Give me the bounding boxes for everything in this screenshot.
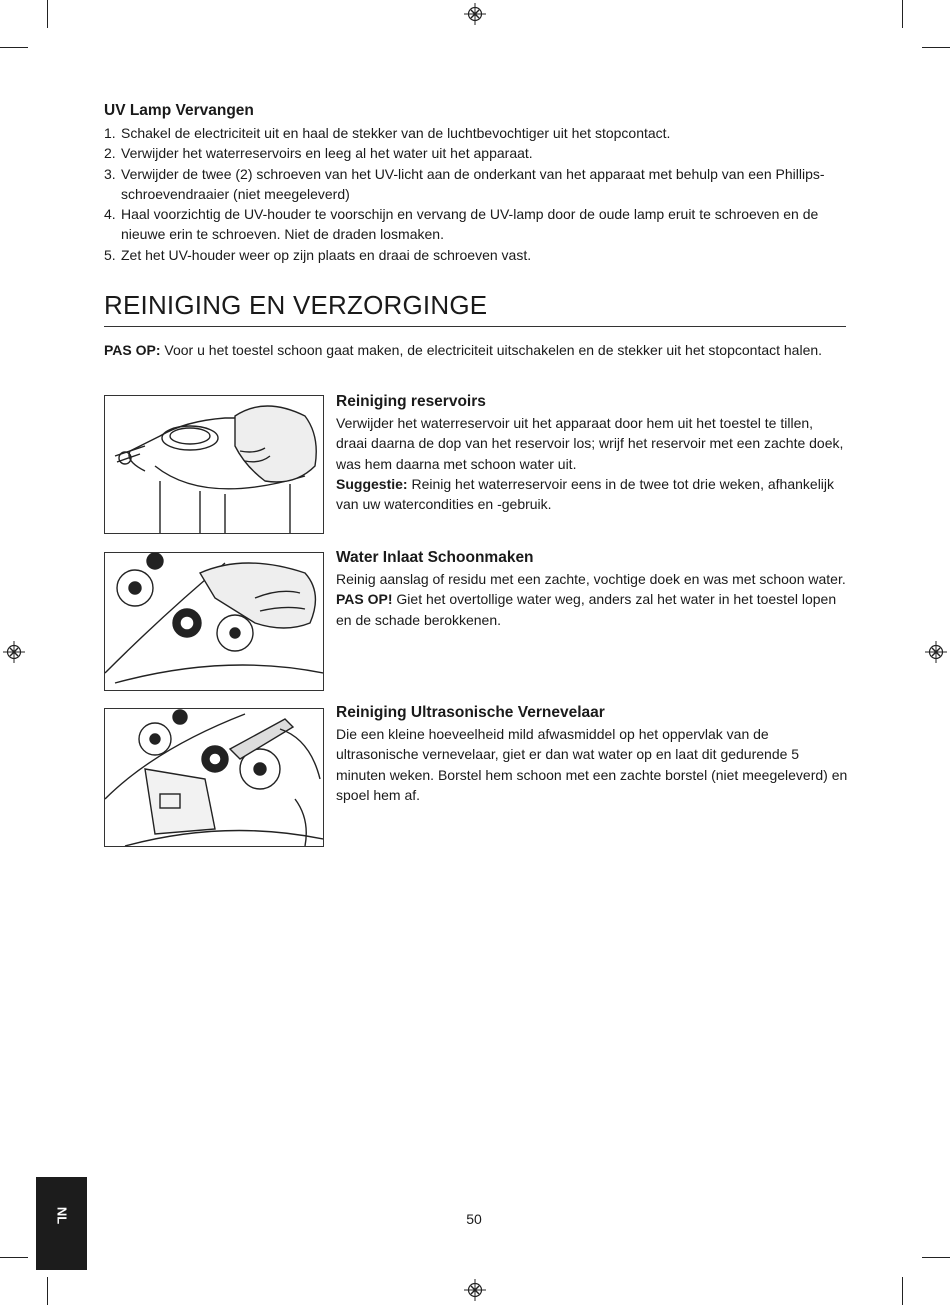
registration-mark-icon: [925, 641, 947, 663]
list-item: [104, 164, 849, 205]
block-heading: Water Inlaat Schoonmaken: [336, 549, 534, 566]
crop-mark: [902, 1277, 903, 1305]
registration-mark-icon: [464, 1279, 486, 1301]
block-text: Die een kleine hoeveelheid mild afwasmiddel op het oppervlak van de ultrasonische vernevelaar, giet er dan wat water op en laat dit gedurende 5 minuten weken. Borstel hem schoon met een zachte borstel (niet meegeleverd) en spoel hem af.: [336, 726, 848, 803]
list-item: [104, 204, 849, 245]
block-text: Reinig aanslag of residu met een zachte, vochtige doek en was met schoon water.: [336, 571, 846, 587]
page-number: 50: [466, 1211, 482, 1227]
block-note: [336, 589, 848, 630]
language-label: NL: [54, 1206, 70, 1225]
water-inlet-cleaning-block: [336, 548, 848, 630]
caution-text: Voor u het toestel schoon gaat maken, de electriciteit uitschakelen en de stekker uit het stopcontact halen.: [160, 342, 823, 358]
section-title: REINIGING EN VERZORGINGE: [104, 290, 488, 320]
registration-mark-icon: [464, 3, 486, 25]
note-label: Suggestie:: [336, 475, 408, 492]
step-text: Haal voorzichtig de UV-houder te voorschijn en vervang de UV-lamp door de oude lamp eruit te schroeven en de nieuwe erin te schroeven. Niet de draden losmaken.: [121, 206, 819, 243]
crop-mark: [0, 1257, 28, 1258]
block-heading: Reiniging Ultrasonische Vernevelaar: [336, 704, 605, 721]
step-text: Zet het UV-houder weer op zijn plaats en draai de schroeven vast.: [121, 246, 532, 263]
caution-note: [104, 340, 849, 360]
uv-lamp-heading: UV Lamp Vervangen: [104, 102, 254, 119]
list-item: [104, 245, 849, 265]
caution-label: PAS OP:: [104, 342, 161, 358]
step-number: 2.: [104, 145, 116, 162]
list-item: [104, 123, 849, 143]
list-item: [104, 143, 849, 163]
note-text: Giet het overtollige water weg, anders zal het water in het toestel lopen en de schade berokkenen.: [336, 591, 837, 628]
registration-mark-icon: [3, 641, 25, 663]
crop-mark: [902, 0, 903, 28]
reservoir-cleaning-block: [336, 392, 848, 514]
nebulizer-cleaning-block: [336, 703, 848, 805]
block-heading: Reiniging reservoirs: [336, 393, 486, 410]
step-text: Schakel de electriciteit uit en haal de stekker van de luchtbevochtiger uit het stopcontact.: [121, 125, 671, 141]
water-inlet-cleaning-illustration-icon: [104, 552, 324, 691]
crop-mark: [47, 0, 48, 28]
step-text: Verwijder het waterreservoirs en leeg al het water uit het apparaat.: [121, 145, 533, 162]
crop-mark: [0, 47, 28, 48]
crop-mark: [922, 1257, 950, 1258]
block-note: [336, 474, 848, 515]
block-text: Verwijder het waterreservoir uit het apparaat door hem uit het toestel te tillen, draai daarna de dop van het reservoir los; wrijf het reservoir met een zachte doek, was hem daarna met schoon water uit.: [336, 415, 844, 472]
crop-mark: [922, 47, 950, 48]
step-number: 4.: [104, 206, 116, 223]
note-text: Reinig het waterreservoir eens in de twee tot drie weken, afhankelijk van uw watercondities en -gebruik.: [336, 475, 835, 513]
section-divider: [104, 326, 846, 327]
step-number: 1.: [104, 125, 116, 141]
step-number: 3.: [104, 165, 116, 182]
note-label: PAS OP!: [336, 591, 393, 608]
nebulizer-brushing-illustration-icon: [104, 708, 324, 847]
uv-lamp-steps: [104, 123, 849, 265]
step-text: Verwijder de twee (2) schroeven van het UV-licht aan de onderkant van het apparaat met behulp van een Phillips-schroevendraaier (niet meegeleverd): [121, 165, 825, 202]
reservoir-cleaning-illustration-icon: [104, 395, 324, 534]
crop-mark: [47, 1277, 48, 1305]
step-number: 5.: [104, 246, 116, 263]
